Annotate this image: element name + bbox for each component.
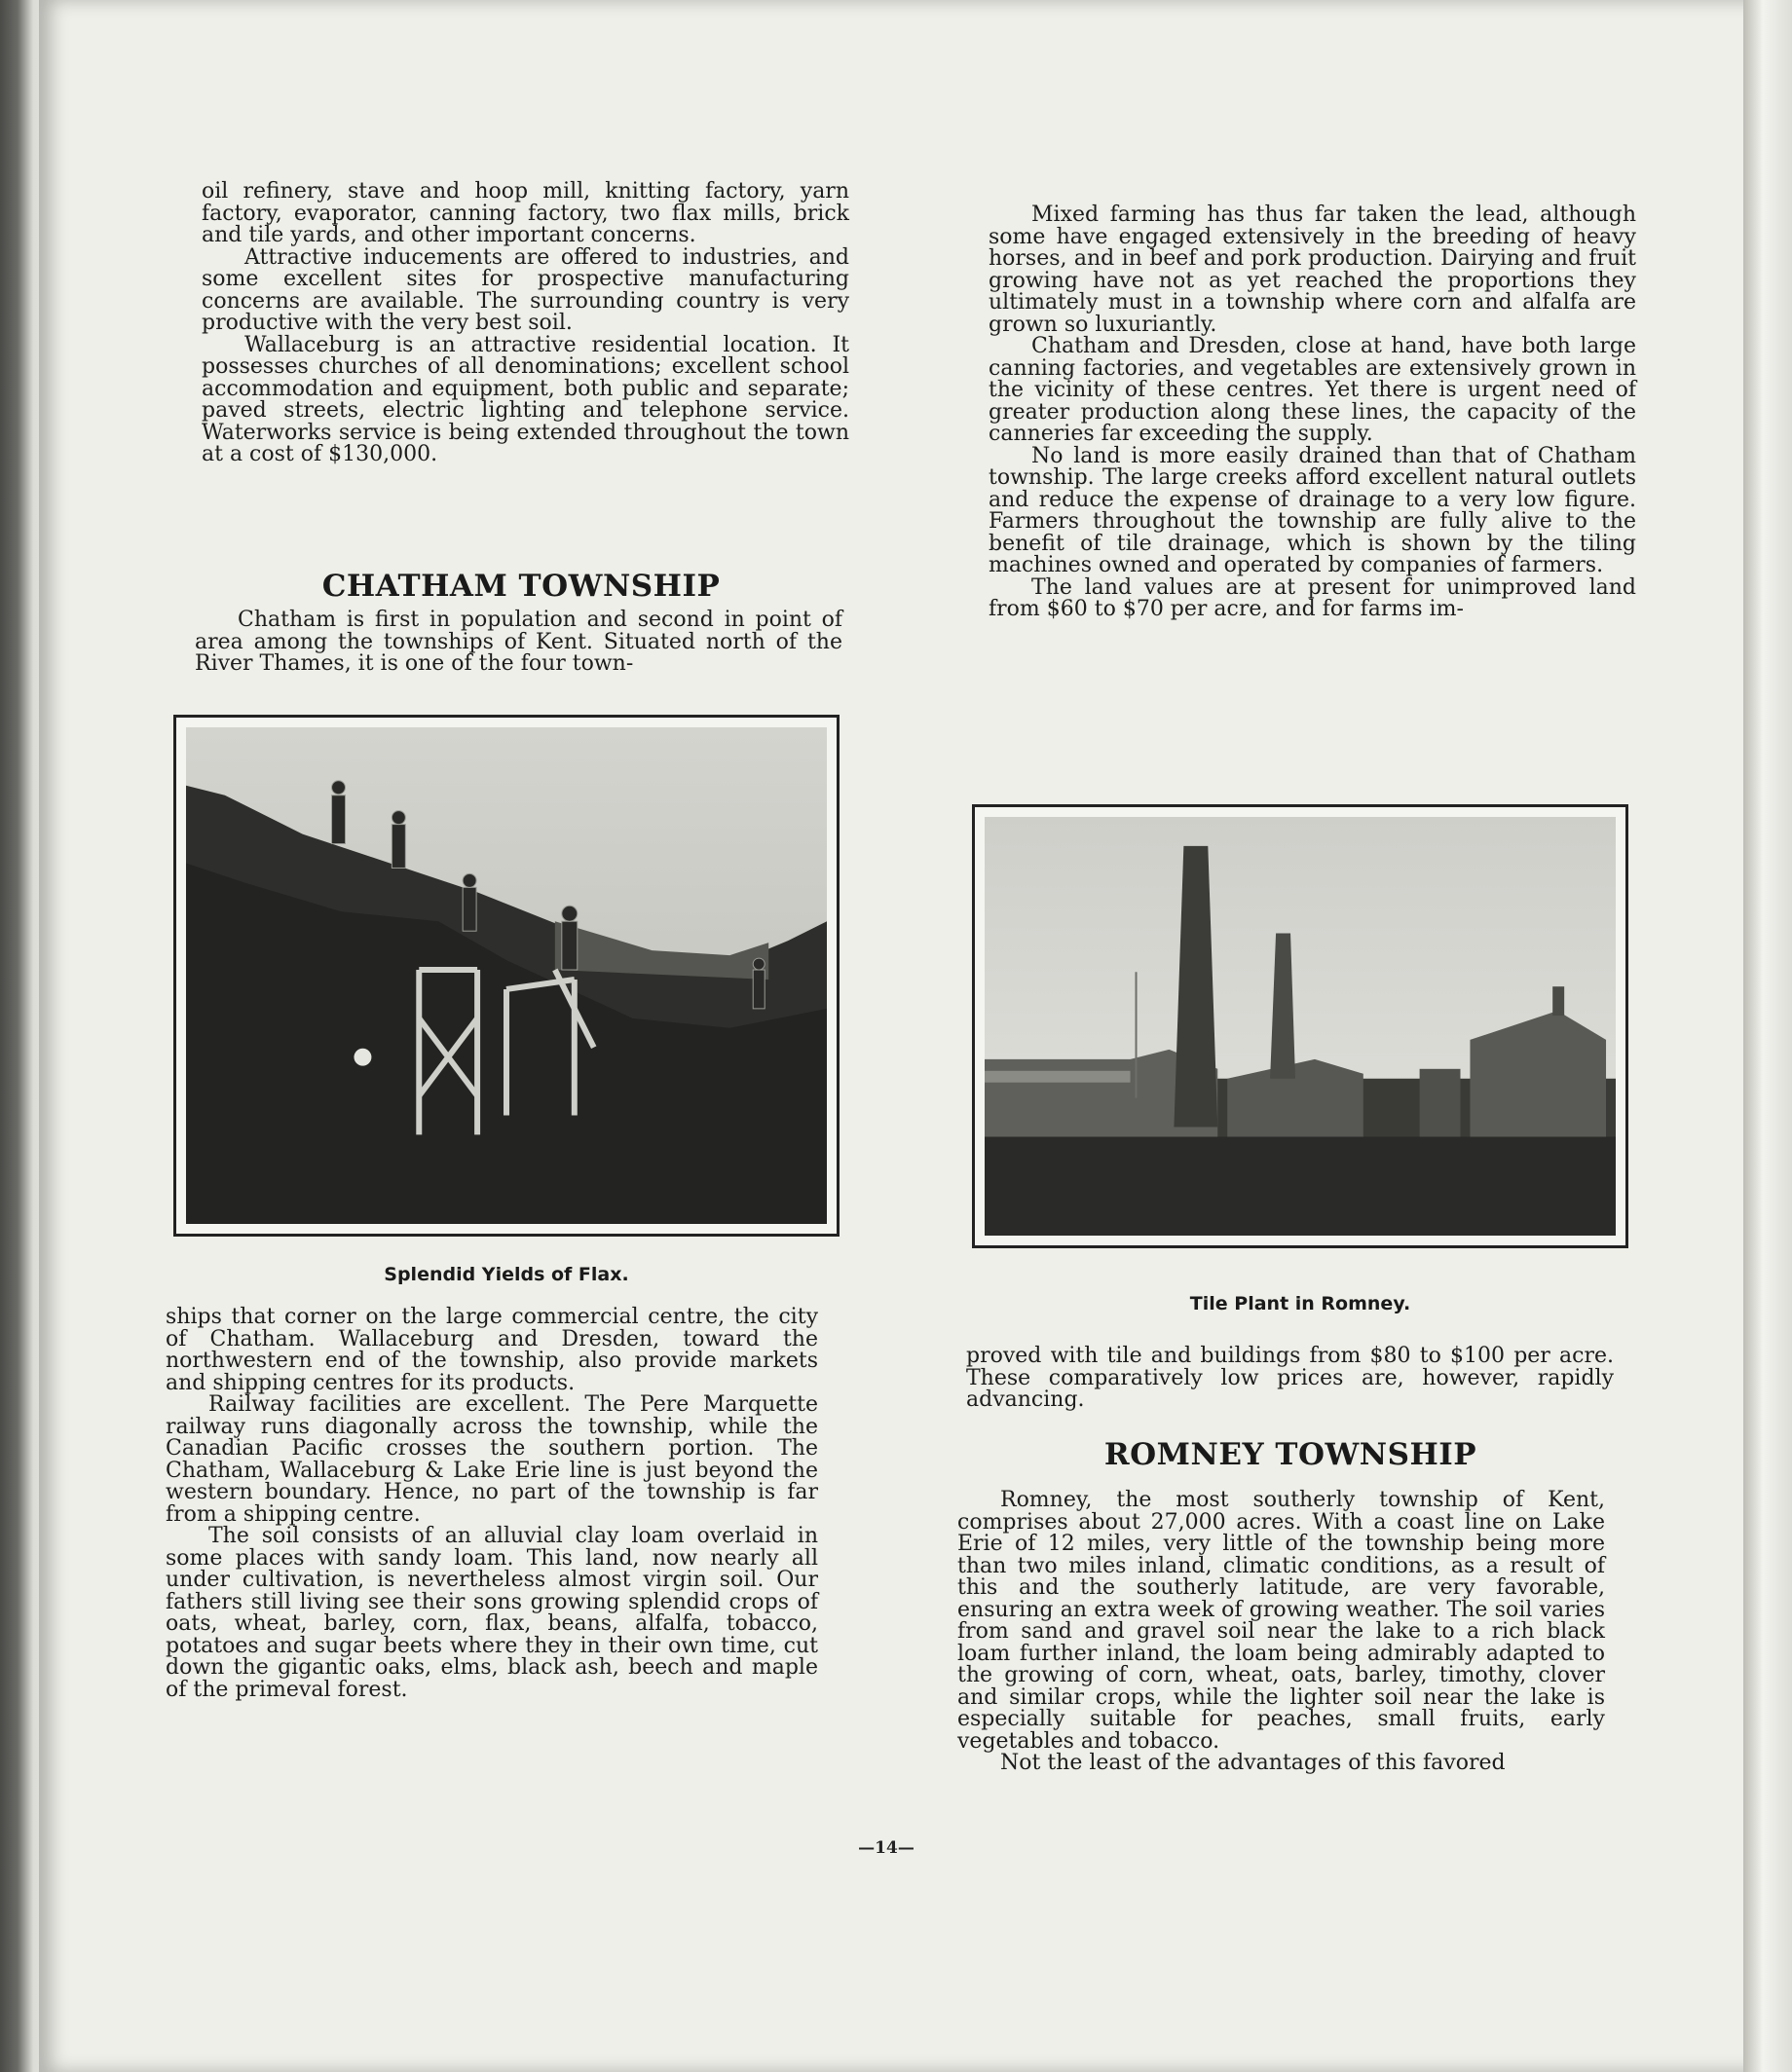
paragraph: Chatham and Dresden, close at hand, have both large canning factories, and vegetables are extensively grown in the vicinity of these centres. Yet there is urgent need of greater production along these lines, the capacity of the canneries far exceeding the supply. [989, 334, 1636, 446]
caption-tile-plant: Tile Plant in Romney. [1189, 1293, 1411, 1314]
right-column-mid [966, 1346, 1614, 1412]
romney-township-heading: ROMNEY TOWNSHIP [1103, 1437, 1477, 1472]
paragraph: oil refinery, stave and hoop mill, knitting factory, yarn factory, evaporator, canning factory, two flax mills, brick and tile yards, and other important concerns. [202, 179, 849, 247]
photo-flax [173, 715, 840, 1237]
paragraph: The soil consists of an alluvial clay loam overlaid in some places with sandy loam. This land, now nearly all under cultivation, is nevertheless almost virgin soil. Our fathers still living see their sons growing splendid crops of oats, wheat, barley, corn, flax, beans, alfalfa, tobacco, potatoes and sugar beets where they in their own time, cut down the gigantic oaks, elms, black ash, beech and maple of the primeval forest. [166, 1524, 818, 1702]
chatham-intro [195, 610, 842, 676]
page-edge [1743, 0, 1792, 2072]
paragraph: ships that corner on the large commercial centre, the city of Chatham. Wallaceburg and Dresden, toward the northwestern end of the township, also provide markets and shipping centres for its products. [166, 1305, 818, 1395]
paragraph: Attractive inducements are offered to industries, and some excellent sites for prospective manufacturing concerns are available. The surrounding country is very productive with the very best soil. [202, 244, 849, 335]
paragraph: proved with tile and buildings from $80 to $100 per acre. These comparatively low prices are, however, rapidly advancing. [966, 1344, 1614, 1412]
paragraph: Mixed farming has thus far taken the lead, although some have engaged extensively in the breeding of heavy horses, and in beef and pork production. Dairying and fruit growing have not as yet reached the proportions they ultimately must in a township where corn and alfalfa are grown so luxuriantly. [989, 203, 1636, 337]
page-number: —14— [858, 1838, 915, 1858]
flax-photo-image [186, 727, 827, 1224]
paragraph: Chatham is first in population and second in point of area among the townships of Kent. Situated north of the River Thames, it is one of the four town- [195, 608, 842, 676]
paragraph: Not the least of the advantages of this favored [1000, 1751, 1506, 1775]
caption-flax: Splendid Yields of Flax. [384, 1264, 629, 1285]
paragraph: Railway facilities are excellent. The Pere Marquette railway runs diagonally across the township, while the Canadian Pacific crosses the southern portion. The Chatham, Wallaceburg & Lake Erie line is just beyond the western boundary. Hence, no part of the township is far from a shipping centre. [166, 1392, 818, 1527]
right-column-top [989, 204, 1636, 621]
chatham-township-heading: CHATHAM TOWNSHIP [321, 569, 721, 604]
paragraph: No land is more easily drained than that of Chatham township. The large creeks afford excellent natural outlets and reduce the expense of drainage to a very low figure. Farmers throughout the township are fully alive to the benefit of tile drainage, which is shown by the tiling machines owned and operated by companies of farmers. [989, 443, 1636, 577]
left-column-top [202, 181, 849, 466]
photo-tile-plant [972, 804, 1628, 1248]
paragraph: The land values are at present for unimproved land from $60 to $70 per acre, and for farms im- [989, 574, 1636, 621]
paragraph: Romney, the most southerly township of Kent, comprises about 27,000 acres. With a coast line on Lake Erie of 12 miles, very little of the township being more than two miles inland, climatic conditions, as a result of this and the southerly latitude, are very favorable, ensuring an extra week of growing weather. The soil varies from sand and gravel soil near the lake to a rich black loam further inland, the loam being admirably adapted to the growing of corn, wheat, oats, barley, timothy, clover and similar crops, while the lighter soil near the lake is especially suitable for peaches, small fruits, early vegetables and tobacco. [957, 1488, 1605, 1754]
paragraph: Wallaceburg is an attractive residential location. It possesses churches of all denominations; excellent school accommodation and equipment, both public and separate; paved streets, electric lighting and telephone service. Waterworks service is being extended throughout the town at a cost of $130,000. [202, 332, 849, 466]
right-column-bottom [957, 1490, 1605, 1775]
tile-plant-photo-image [985, 817, 1616, 1236]
left-column-bottom [166, 1307, 818, 1701]
